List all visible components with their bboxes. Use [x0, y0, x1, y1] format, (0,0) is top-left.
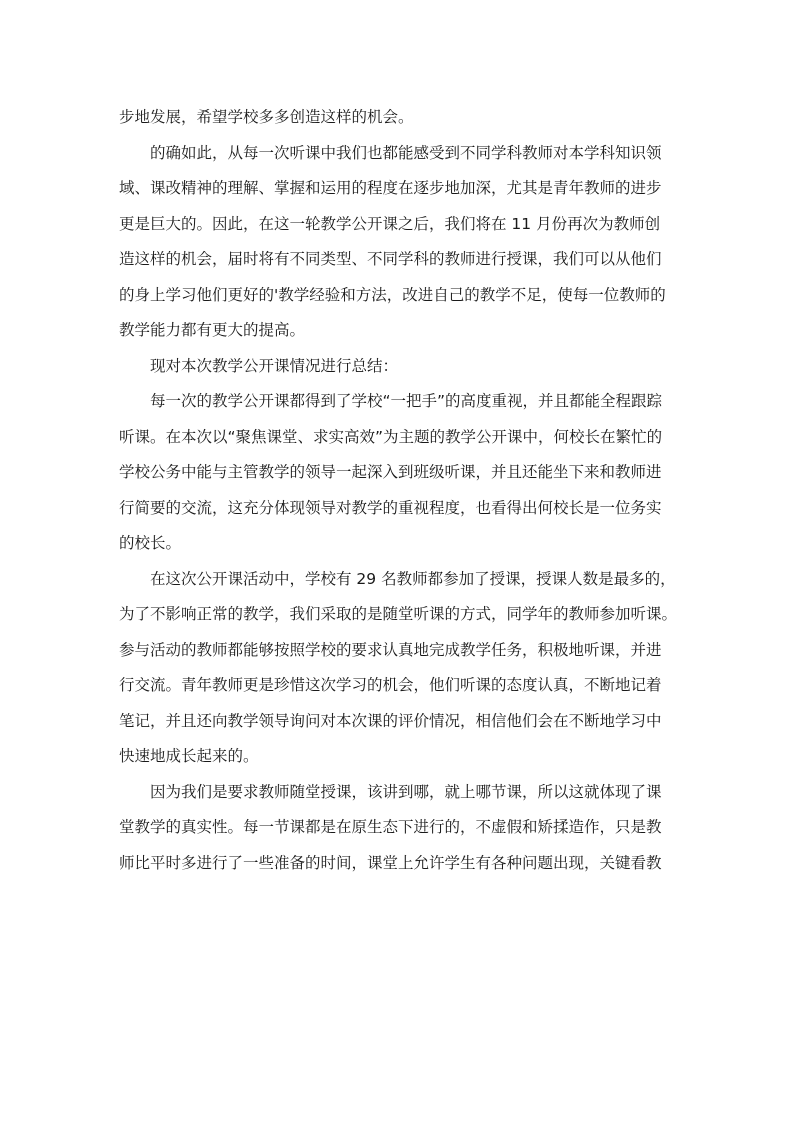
text-line: 在这次公开课活动中，学校有 29 名教师都参加了授课，授课人数是最多的，: [150, 569, 676, 588]
text-line: 的身上学习他们更好的'教学经验和方法，改进自己的教学不足，使每一位教师的: [119, 285, 666, 304]
text-line: 现对本次教学公开课情况进行总结：: [150, 356, 399, 375]
paragraph: [119, 562, 689, 775]
text-line: 笔记，并且还向教学领导询问对本次课的评价情况，相信他们会在不断地学习中: [119, 711, 662, 730]
text-line: 步地发展，希望学校多多创造这样的机会。: [119, 108, 414, 126]
text-line: 为了不影响正常的教学，我们采取的是随堂听课的方式，同学年的教师参加听课。: [119, 605, 678, 623]
text-line: 参与活动的教师都能够按照学校的要求认真地完成教学任务，积极地听课，并进: [119, 640, 662, 659]
text-line: 域、课改精神的理解、掌握和运用的程度在逐步地加深，尤其是青年教师的进步: [119, 179, 662, 197]
text-line: 每一次的教学公开课都得到了学校“一把手”的高度重视，并且都能全程跟踪: [150, 392, 663, 410]
paragraph: [119, 136, 689, 349]
text-line: 堂教学的真实性。每一节课都是在原生态下进行的，不虚假和矫揉造作，只是教: [119, 818, 662, 836]
text-line: 行交流。青年教师更是珍惜这次学习的机会，他们听课的态度认真，不断地记着: [119, 676, 662, 694]
paragraph: [119, 349, 689, 385]
text-line: 造这样的机会，届时将有不同类型、不同学科的教师进行授课，我们可以从他们: [119, 250, 662, 268]
text-line: 更是巨大的。因此，在这一轮教学公开课之后，我们将在 11 月份再次为教师创: [119, 214, 661, 233]
text-line: 听课。在本次以“聚焦课堂、求实高效”为主题的教学公开课中，何校长在繁忙的: [119, 427, 663, 446]
text-line: 的校长。: [119, 534, 182, 552]
text-line: 因为我们是要求教师随堂授课，该讲到哪，就上哪节课，所以这就体现了课: [150, 782, 662, 801]
text-line: 师比平时多进行了一些准备的时间，课堂上允许学生有各种问题出现，关键看教: [119, 853, 662, 872]
text-line: 快速地成长起来的。: [119, 747, 259, 765]
text-line: 的确如此，从每一次听课中我们也都能感受到不同学科教师对本学科知识领: [150, 143, 662, 162]
text-line: 教学能力都有更大的提高。: [119, 321, 306, 339]
paragraph: [119, 775, 689, 882]
paragraph: [119, 384, 689, 562]
text-line: 学校公务中能与主管教学的领导一起深入到班级听课，并且还能坐下来和教师进: [119, 463, 662, 481]
text-line: 行简要的交流，这充分体现领导对教学的重视程度，也看得出何校长是一位务实: [119, 498, 662, 517]
paragraph: [119, 100, 689, 136]
document-body: [119, 100, 689, 881]
